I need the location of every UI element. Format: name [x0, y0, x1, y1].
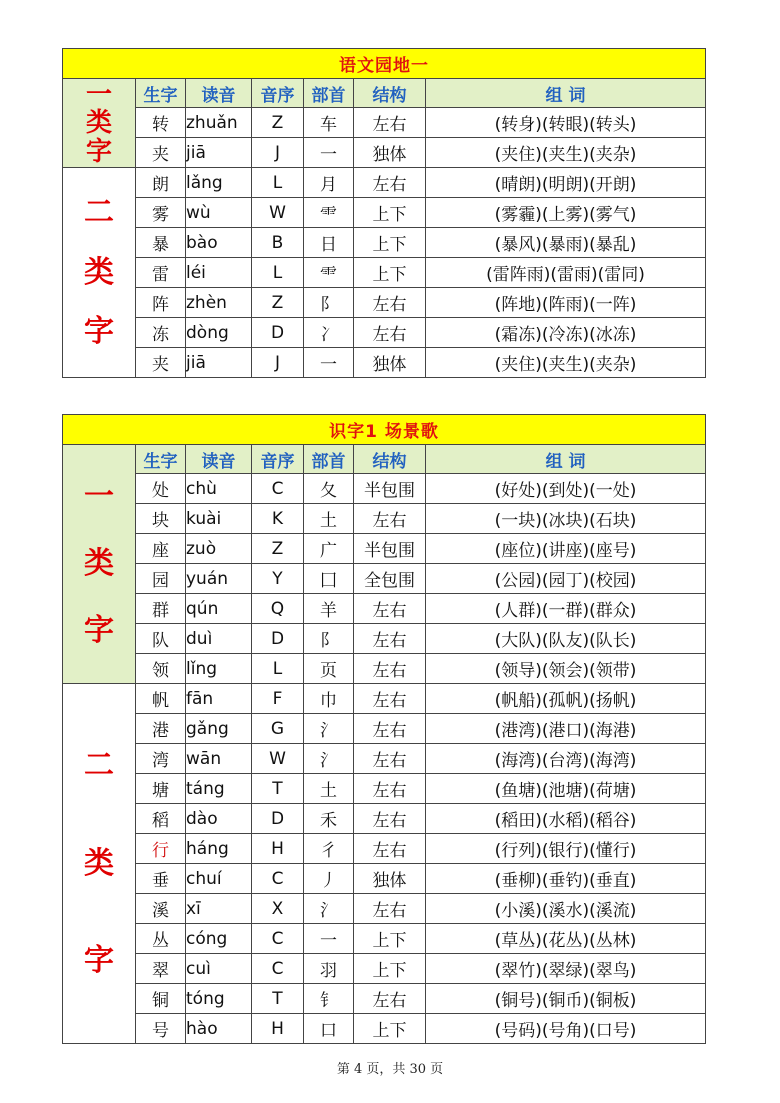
words-cell: (海湾)(台湾)(海湾) [426, 744, 706, 774]
column-header-c4: 部首 [304, 79, 354, 108]
char-cell: 阵 [136, 288, 186, 318]
category-label-cell [63, 168, 136, 378]
pinyin-cell: zuò [186, 534, 252, 564]
category-label [63, 168, 135, 377]
column-header-c4: 部首 [304, 445, 354, 474]
pinyin-cell: fān [186, 684, 252, 714]
radical-cell: 夂 [304, 474, 354, 504]
pinyin-cell: xī [186, 894, 252, 924]
char-cell: 行 [136, 834, 186, 864]
radical-cell: 页 [304, 654, 354, 684]
category-label [63, 79, 135, 167]
index-cell: D [252, 804, 304, 834]
pinyin-cell: lǎng [186, 168, 252, 198]
index-cell: Z [252, 108, 304, 138]
category-char: 类 [84, 254, 114, 290]
char-cell: 处 [136, 474, 186, 504]
table-row [63, 954, 706, 984]
table-row [63, 168, 706, 198]
column-header-c2: 读音 [186, 445, 252, 474]
words-cell: (座位)(讲座)(座号) [426, 534, 706, 564]
index-cell: Y [252, 564, 304, 594]
pinyin-cell: hào [186, 1014, 252, 1044]
table-row [63, 504, 706, 534]
section1-title: 语文园地一 [63, 49, 706, 79]
table-row [63, 864, 706, 894]
char-cell: 铜 [136, 984, 186, 1014]
char-cell: 队 [136, 624, 186, 654]
structure-cell: 半包围 [354, 474, 426, 504]
index-cell: C [252, 474, 304, 504]
words-cell: (号码)(号角)(口号) [426, 1014, 706, 1044]
column-header-c5: 结构 [354, 79, 426, 108]
radical-cell: 阝 [304, 288, 354, 318]
index-cell: W [252, 744, 304, 774]
pinyin-cell: kuài [186, 504, 252, 534]
pinyin-cell: dòng [186, 318, 252, 348]
category-label-cell [63, 445, 136, 684]
category-label-cell [63, 79, 136, 168]
index-cell: Z [252, 534, 304, 564]
category-char: 字 [84, 613, 114, 648]
index-cell: G [252, 714, 304, 744]
index-cell: K [252, 504, 304, 534]
char-cell: 园 [136, 564, 186, 594]
words-cell: (领导)(领会)(领带) [426, 654, 706, 684]
radical-cell: 钅 [304, 984, 354, 1014]
table-row [63, 198, 706, 228]
structure-cell: 左右 [354, 834, 426, 864]
words-cell: (铜号)(铜币)(铜板) [426, 984, 706, 1014]
pinyin-cell: chuí [186, 864, 252, 894]
table-row [63, 714, 706, 744]
words-cell: (草丛)(花丛)(丛林) [426, 924, 706, 954]
column-header-c3: 音序 [252, 445, 304, 474]
radical-cell: 阝 [304, 624, 354, 654]
table-row [63, 684, 706, 714]
char-cell: 暴 [136, 228, 186, 258]
pinyin-cell: duì [186, 624, 252, 654]
pinyin-cell: jiā [186, 138, 252, 168]
char-cell: 湾 [136, 744, 186, 774]
category-char: 字 [84, 942, 114, 978]
category-char: 类 [85, 108, 112, 138]
index-cell: Z [252, 288, 304, 318]
column-header-c6: 组 词 [426, 445, 706, 474]
radical-cell: 羽 [304, 954, 354, 984]
index-cell: Q [252, 594, 304, 624]
radical-cell: 冫 [304, 318, 354, 348]
radical-cell: 羊 [304, 594, 354, 624]
char-cell: 垂 [136, 864, 186, 894]
radical-cell: 一 [304, 138, 354, 168]
section2-table [62, 414, 706, 1044]
index-cell: T [252, 984, 304, 1014]
pinyin-cell: gǎng [186, 714, 252, 744]
pinyin-cell: chù [186, 474, 252, 504]
category-char: 字 [84, 314, 114, 350]
index-cell: X [252, 894, 304, 924]
table-row [63, 228, 706, 258]
index-cell: J [252, 138, 304, 168]
radical-cell: 土 [304, 504, 354, 534]
structure-cell: 左右 [354, 744, 426, 774]
radical-cell: 一 [304, 348, 354, 378]
structure-cell: 上下 [354, 228, 426, 258]
category-label-cell [63, 684, 136, 1044]
category-char: 二 [84, 748, 114, 784]
table-row [63, 318, 706, 348]
char-cell: 转 [136, 108, 186, 138]
column-header-c1: 生字 [136, 79, 186, 108]
structure-cell: 左右 [354, 984, 426, 1014]
pinyin-cell: léi [186, 258, 252, 288]
words-cell: (暴风)(暴雨)(暴乱) [426, 228, 706, 258]
structure-cell: 上下 [354, 924, 426, 954]
radical-cell: 彳 [304, 834, 354, 864]
structure-cell: 左右 [354, 318, 426, 348]
pinyin-cell: háng [186, 834, 252, 864]
radical-cell: 氵 [304, 744, 354, 774]
char-cell: 塘 [136, 774, 186, 804]
table-row [63, 138, 706, 168]
structure-cell: 左右 [354, 624, 426, 654]
index-cell: H [252, 834, 304, 864]
category-label [63, 445, 135, 683]
column-header-c2: 读音 [186, 79, 252, 108]
char-cell: 朗 [136, 168, 186, 198]
structure-cell: 上下 [354, 1014, 426, 1044]
index-cell: L [252, 258, 304, 288]
char-cell: 座 [136, 534, 186, 564]
structure-cell: 独体 [354, 864, 426, 894]
words-cell: (一块)(冰块)(石块) [426, 504, 706, 534]
table-row [63, 984, 706, 1014]
words-cell: (雷阵雨)(雷雨)(雷同) [426, 258, 706, 288]
structure-cell: 左右 [354, 168, 426, 198]
char-cell: 帆 [136, 684, 186, 714]
words-cell: (小溪)(溪水)(溪流) [426, 894, 706, 924]
radical-cell: ⻗ [304, 198, 354, 228]
structure-cell: 上下 [354, 198, 426, 228]
pinyin-cell: dào [186, 804, 252, 834]
category-char: 类 [84, 546, 114, 581]
radical-cell: 日 [304, 228, 354, 258]
words-cell: (大队)(队友)(队长) [426, 624, 706, 654]
char-cell: 稻 [136, 804, 186, 834]
structure-cell: 独体 [354, 348, 426, 378]
pinyin-cell: qún [186, 594, 252, 624]
index-cell: H [252, 1014, 304, 1044]
words-cell: (晴朗)(明朗)(开朗) [426, 168, 706, 198]
table-row [63, 654, 706, 684]
structure-cell: 左右 [354, 894, 426, 924]
index-cell: C [252, 864, 304, 894]
radical-cell: 禾 [304, 804, 354, 834]
category-char: 二 [84, 194, 114, 230]
char-cell: 冻 [136, 318, 186, 348]
pinyin-cell: táng [186, 774, 252, 804]
structure-cell: 左右 [354, 108, 426, 138]
structure-cell: 左右 [354, 804, 426, 834]
index-cell: F [252, 684, 304, 714]
words-cell: (行列)(银行)(懂行) [426, 834, 706, 864]
category-char: 一 [85, 79, 112, 110]
structure-cell: 左右 [354, 714, 426, 744]
pinyin-cell: wù [186, 198, 252, 228]
pinyin-cell: jiā [186, 348, 252, 378]
index-cell: D [252, 624, 304, 654]
table-row [63, 894, 706, 924]
char-cell: 雷 [136, 258, 186, 288]
category-char: 字 [85, 136, 112, 167]
pinyin-cell: tóng [186, 984, 252, 1014]
char-cell: 夹 [136, 138, 186, 168]
table-row [63, 474, 706, 504]
pinyin-cell: cóng [186, 924, 252, 954]
radical-cell: 土 [304, 774, 354, 804]
words-cell: (雾霾)(上雾)(雾气) [426, 198, 706, 228]
char-cell: 溪 [136, 894, 186, 924]
radical-cell: 巾 [304, 684, 354, 714]
radical-cell: 月 [304, 168, 354, 198]
structure-cell: 左右 [354, 654, 426, 684]
structure-cell: 左右 [354, 288, 426, 318]
column-header-c5: 结构 [354, 445, 426, 474]
radical-cell: 丿 [304, 864, 354, 894]
index-cell: W [252, 198, 304, 228]
words-cell: (人群)(一群)(群众) [426, 594, 706, 624]
words-cell: (霜冻)(冷冻)(冰冻) [426, 318, 706, 348]
radical-cell: 囗 [304, 564, 354, 594]
table-row [63, 774, 706, 804]
index-cell: D [252, 318, 304, 348]
table-row [63, 348, 706, 378]
words-cell: (帆船)(孤帆)(扬帆) [426, 684, 706, 714]
char-cell: 夹 [136, 348, 186, 378]
words-cell: (翠竹)(翠绿)(翠鸟) [426, 954, 706, 984]
column-header-c1: 生字 [136, 445, 186, 474]
char-cell: 翠 [136, 954, 186, 984]
char-cell: 号 [136, 1014, 186, 1044]
words-cell: (好处)(到处)(一处) [426, 474, 706, 504]
table-row [63, 804, 706, 834]
category-char: 一 [84, 479, 114, 514]
char-cell: 领 [136, 654, 186, 684]
index-cell: C [252, 954, 304, 984]
column-header-c3: 音序 [252, 79, 304, 108]
structure-cell: 左右 [354, 504, 426, 534]
radical-cell: 氵 [304, 894, 354, 924]
pinyin-cell: yuán [186, 564, 252, 594]
words-cell: (夹住)(夹生)(夹杂) [426, 138, 706, 168]
index-cell: C [252, 924, 304, 954]
words-cell: (转身)(转眼)(转头) [426, 108, 706, 138]
words-cell: (阵地)(阵雨)(一阵) [426, 288, 706, 318]
structure-cell: 半包围 [354, 534, 426, 564]
char-cell: 港 [136, 714, 186, 744]
char-cell: 块 [136, 504, 186, 534]
structure-cell: 上下 [354, 258, 426, 288]
structure-cell: 独体 [354, 138, 426, 168]
section2-title: 识字1 场景歌 [63, 415, 706, 445]
table-row [63, 534, 706, 564]
table-row [63, 594, 706, 624]
structure-cell: 左右 [354, 774, 426, 804]
char-cell: 雾 [136, 198, 186, 228]
structure-cell: 全包围 [354, 564, 426, 594]
radical-cell: 广 [304, 534, 354, 564]
pinyin-cell: lǐng [186, 654, 252, 684]
radical-cell: 一 [304, 924, 354, 954]
structure-cell: 上下 [354, 954, 426, 984]
pinyin-cell: bào [186, 228, 252, 258]
column-header-row [63, 445, 706, 474]
char-cell: 群 [136, 594, 186, 624]
words-cell: (夹住)(夹生)(夹杂) [426, 348, 706, 378]
section1-table [62, 48, 706, 378]
radical-cell: ⻗ [304, 258, 354, 288]
index-cell: L [252, 654, 304, 684]
pinyin-cell: zhuǎn [186, 108, 252, 138]
table-row [63, 624, 706, 654]
index-cell: L [252, 168, 304, 198]
table-row [63, 744, 706, 774]
table-row [63, 288, 706, 318]
column-header-c6: 组 词 [426, 79, 706, 108]
words-cell: (稻田)(水稻)(稻谷) [426, 804, 706, 834]
pinyin-cell: cuì [186, 954, 252, 984]
structure-cell: 左右 [354, 684, 426, 714]
radical-cell: 车 [304, 108, 354, 138]
structure-cell: 左右 [354, 594, 426, 624]
words-cell: (港湾)(港口)(海港) [426, 714, 706, 744]
table-row [63, 834, 706, 864]
index-cell: B [252, 228, 304, 258]
pinyin-cell: zhèn [186, 288, 252, 318]
table-row [63, 108, 706, 138]
table-row [63, 924, 706, 954]
table-row [63, 1014, 706, 1044]
words-cell: (垂柳)(垂钓)(垂直) [426, 864, 706, 894]
words-cell: (鱼塘)(池塘)(荷塘) [426, 774, 706, 804]
category-label [63, 684, 135, 1043]
table-row [63, 258, 706, 288]
radical-cell: 口 [304, 1014, 354, 1044]
index-cell: J [252, 348, 304, 378]
column-header-row [63, 79, 706, 108]
index-cell: T [252, 774, 304, 804]
pinyin-cell: wān [186, 744, 252, 774]
page-footer: 第 4 页，共 30 页 [336, 1062, 444, 1077]
char-cell: 丛 [136, 924, 186, 954]
category-char: 类 [84, 845, 114, 881]
words-cell: (公园)(园丁)(校园) [426, 564, 706, 594]
radical-cell: 氵 [304, 714, 354, 744]
table-row [63, 564, 706, 594]
